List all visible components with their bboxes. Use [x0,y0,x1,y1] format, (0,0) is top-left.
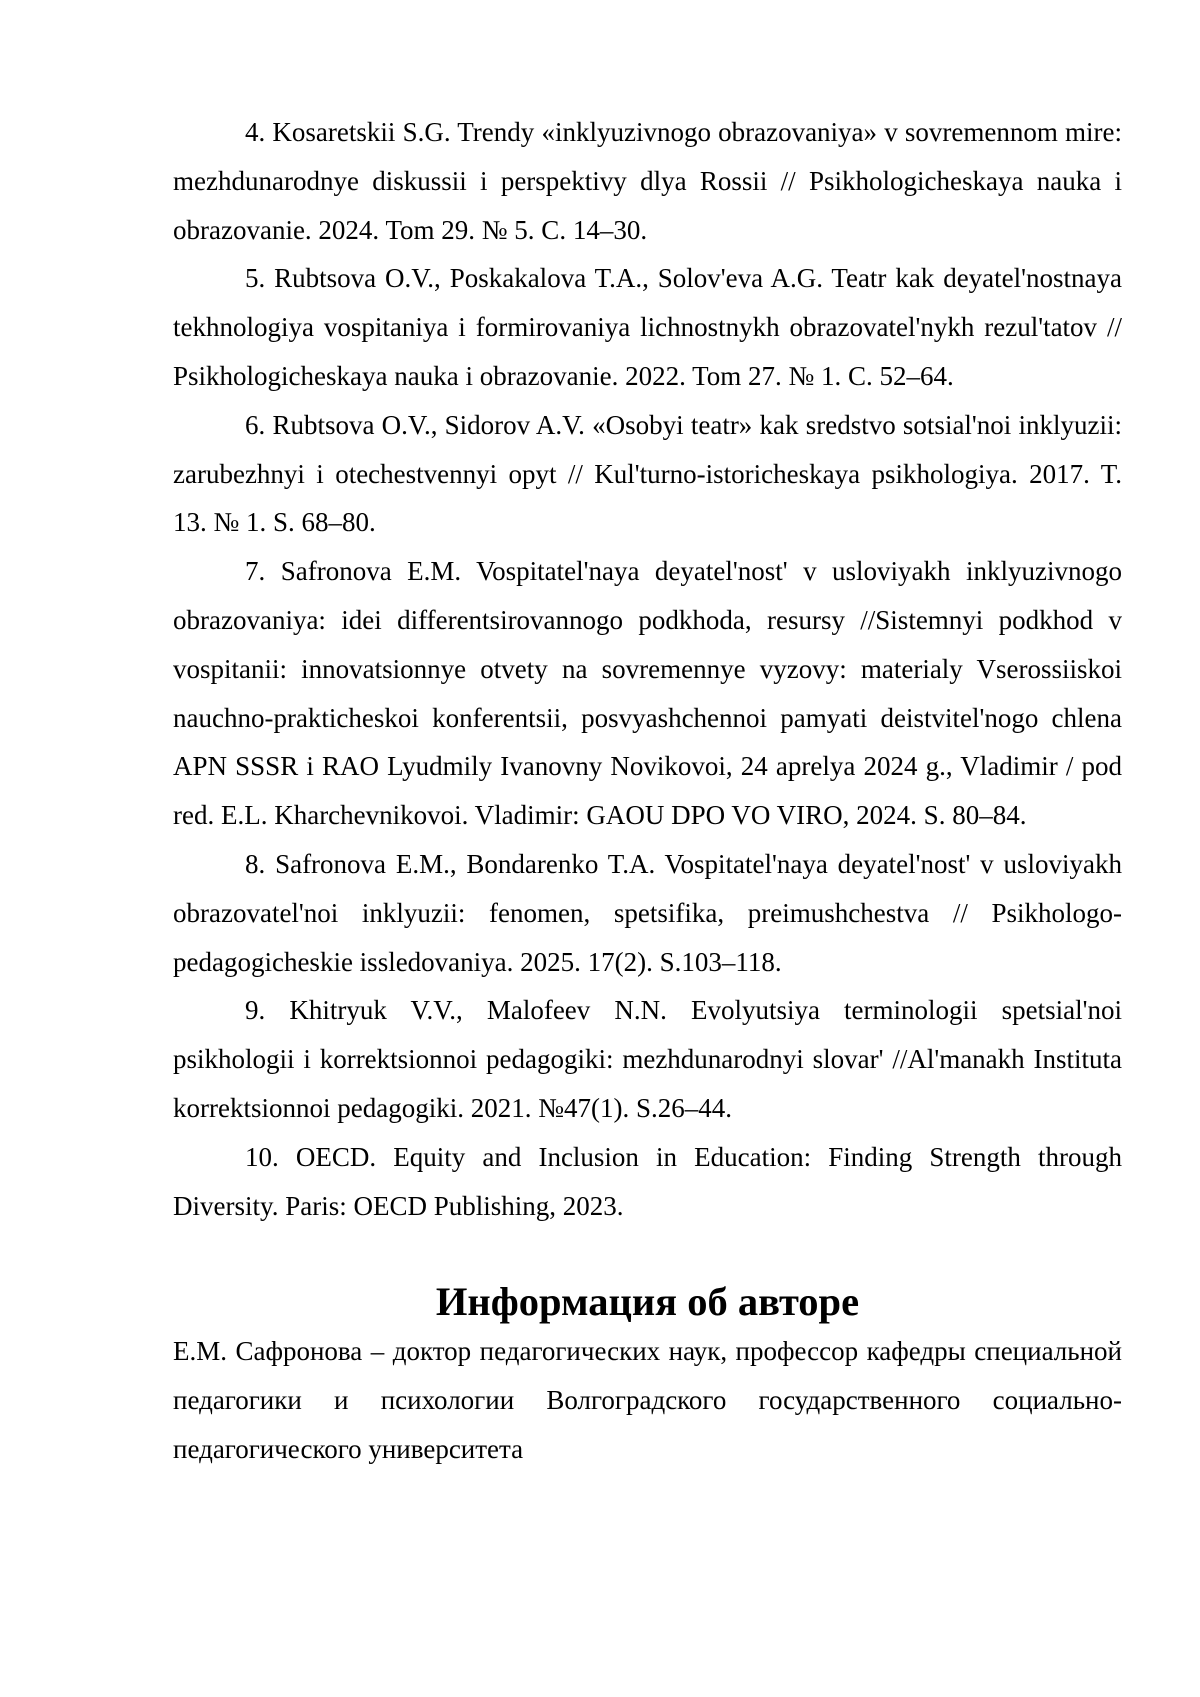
reference-item-5: 5. Rubtsova O.V., Poskakalova T.A., Solov'eva A.G. Teatr kak deyatel'nostnaya tekhnologiya vospitaniya i formirovaniya lichnostnykh obrazovatel'nykh rezul'tatov // Psikhologicheskaya nauka i obrazovanie. 2022. Tom 27. № 1. C. 52–64. [173,254,1122,400]
document-page [173,108,1122,1474]
reference-item-10: 10. OECD. Equity and Inclusion in Education: Finding Strength through Diversity. Paris: OECD Publishing, 2023. [173,1133,1122,1231]
reference-list [173,108,1122,1230]
reference-item-6: 6. Rubtsova O.V., Sidorov A.V. «Osobyi teatr» kak sredstvo sotsial'noi inklyuzii: zarubezhnyi i otechestvennyi opyt // Kul'turno-istoricheskaya psikhologiya. 2017. T. 13. № 1. S. 68–80. [173,401,1122,547]
reference-item-9: 9. Khitryuk V.V., Malofeev N.N. Evolyutsiya terminologii spetsial'noi psikhologii i korrektsionnoi pedagogiki: mezhdunarodnyi slovar' //Al'manakh Instituta korrektsionnoi pedagogiki. 2021. №47(1). S.26–44. [173,986,1122,1132]
reference-item-8: 8. Safronova E.M., Bondarenko T.A. Vospitatel'naya deyatel'nost' v usloviyakh obrazovatel'noi inklyuzii: fenomen, spetsifika, preimushchestva // Psikhologo-pedagogicheskie issledovaniya. 2025. 17(2). S.103–118. [173,840,1122,986]
author-info-heading: Информация об авторе [173,1278,1122,1327]
reference-item-7: 7. Safronova E.M. Vospitatel'naya deyatel'nost' v usloviyakh inklyuzivnogo obrazovaniya: idei differentsirovannogo podkhoda, resursy //Sistemnyi podkhod v vospitanii: innovatsionnye otvety na sovremennye vyzovy: materialy Vserossiiskoi nauchno-prakticheskoi konferentsii, posvyashchennoi pamyati deistvitel'nogo chlena APN SSSR i RAO Lyudmily Ivanovny Novikovoi, 24 aprelya 2024 g., Vladimir / pod red. E.L. Kharchevnikovoi. Vladimir: GAOU DPO VO VIRO, 2024. S. 80–84. [173,547,1122,840]
reference-item-4: 4. Kosaretskii S.G. Trendy «inklyuzivnogo obrazovaniya» v sovremennom mire: mezhdunarodnye diskussii i perspektivy dlya Rossii // Psikhologicheskaya nauka i obrazovanie. 2024. Tom 29. № 5. C. 14–30. [173,108,1122,254]
author-info-text: Е.М. Сафронова – доктор педагогических наук, профессор кафедры специальной педагогики и психологии Волгоградского государственного социально-педагогического университета [173,1327,1122,1473]
